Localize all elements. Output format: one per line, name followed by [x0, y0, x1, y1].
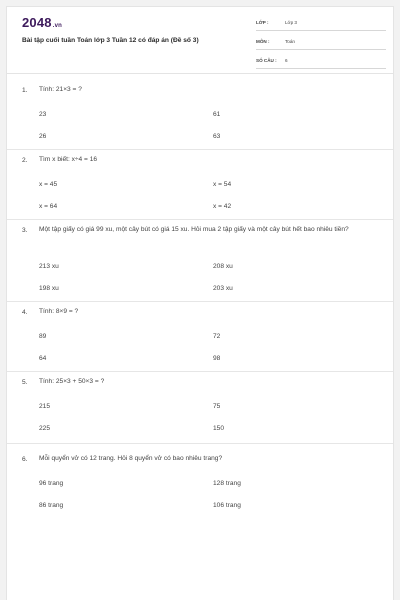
question-text: Tìm x biết: x÷4 = 16 — [39, 156, 98, 163]
meta-value: Lớp 3 — [285, 20, 297, 25]
question-divider — [7, 219, 393, 220]
meta-key: LỚP : — [256, 20, 269, 25]
worksheet — [6, 6, 394, 600]
meta-info — [256, 17, 386, 74]
answer-option[interactable]: x = 54 — [213, 181, 232, 188]
answer-option[interactable]: 98 — [213, 355, 221, 362]
meta-row-subject — [256, 36, 386, 50]
question-number: 3. — [22, 227, 28, 234]
question-text: Tính: 25×3 + 50×3 = ? — [39, 378, 105, 385]
question-divider — [7, 301, 393, 302]
answer-option[interactable]: 72 — [213, 333, 221, 340]
answer-option[interactable]: 106 trang — [213, 502, 241, 509]
brand-name: 2048 — [22, 15, 52, 30]
brand-logo[interactable] — [22, 15, 62, 30]
answer-option[interactable]: 128 trang — [213, 480, 241, 487]
meta-key: SỐ CÂU : — [256, 58, 277, 63]
answer-option[interactable]: 64 — [39, 355, 47, 362]
question-divider — [7, 149, 393, 150]
brand-ext: .vn — [52, 23, 63, 29]
question-text: Một tập giấy có giá 99 xu, một cây bút có giá 15 xu. Hỏi mua 2 tập giấy và một cây bút hết bao nhiêu tiền? — [39, 226, 349, 233]
answer-option[interactable]: 198 xu — [39, 285, 59, 292]
page-title: Bài tập cuối tuần Toán lớp 3 Tuần 12 có đáp án (Đề số 3) — [22, 37, 199, 44]
answer-option[interactable]: 23 — [39, 111, 47, 118]
question-number: 4. — [22, 309, 28, 316]
meta-value: Toán — [285, 39, 295, 44]
worksheet-header — [7, 7, 393, 73]
answer-option[interactable]: 61 — [213, 111, 221, 118]
answer-option[interactable]: x = 64 — [39, 203, 58, 210]
answer-option[interactable]: 225 — [39, 425, 51, 432]
answer-option[interactable]: 203 xu — [213, 285, 233, 292]
answer-option[interactable]: 89 — [39, 333, 47, 340]
answer-option[interactable]: 63 — [213, 133, 221, 140]
answer-option[interactable]: x = 45 — [39, 181, 58, 188]
answer-option[interactable]: 96 trang — [39, 480, 64, 487]
answer-option[interactable]: 75 — [213, 403, 221, 410]
meta-value: 6 — [285, 58, 288, 63]
answer-option[interactable]: 208 xu — [213, 263, 233, 270]
meta-row-count — [256, 55, 386, 69]
question-number: 1. — [22, 87, 28, 94]
question-number: 5. — [22, 379, 28, 386]
answer-option[interactable]: 215 — [39, 403, 51, 410]
answer-option[interactable]: 86 trang — [39, 502, 64, 509]
meta-row-class — [256, 17, 386, 31]
question-number: 2. — [22, 157, 28, 164]
header-divider — [7, 73, 393, 74]
answer-option[interactable]: 26 — [39, 133, 47, 140]
answer-option[interactable]: x = 42 — [213, 203, 232, 210]
question-text: Mỗi quyển vở có 12 trang. Hỏi 8 quyển vở có bao nhiêu trang? — [39, 455, 223, 462]
question-divider — [7, 371, 393, 372]
answer-option[interactable]: 150 — [213, 425, 225, 432]
answer-option[interactable]: 213 xu — [39, 263, 59, 270]
question-text: Tính: 8×9 = ? — [39, 308, 79, 315]
question-divider — [7, 443, 393, 444]
question-number: 6. — [22, 456, 28, 463]
meta-key: MÔN : — [256, 39, 270, 44]
question-text: Tính: 21×3 = ? — [39, 86, 82, 93]
